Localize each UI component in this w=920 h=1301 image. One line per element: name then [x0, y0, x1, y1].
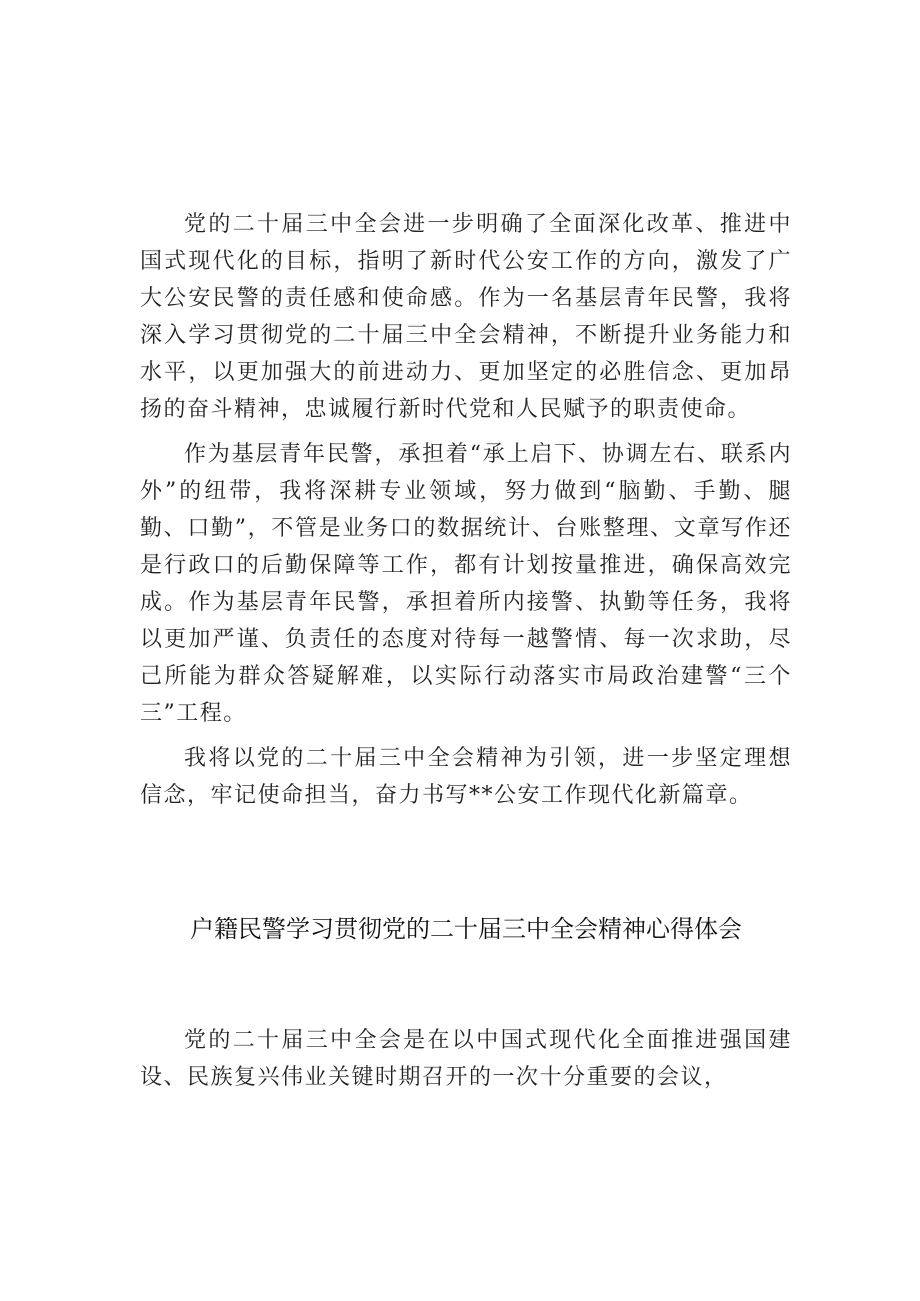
second-essay-body: [140, 1022, 792, 1104]
paragraph-2: 作为基层青年民警，承担着“承上启下、协调左右、联系内外”的纽带，我将深耕专业领域，努力做到“脑勤、手勤、腿勤、口勤”，不管是业务口的数据统计、台账整理、文章写作还是行政口的后勤保障等工作，都有计划按量推进，确保高效完成。作为基层青年民警，承担着所内接警、执勤等任务，我将以更加严谨、负责任的态度对待每一越警情、每一次求助，尽己所能为群众答疑解难，以实际行动落实市局政治建警“三个三”工程。: [140, 442, 792, 726]
paragraph-3: 我将以党的二十届三中全会精神为引领，进一步坚定理想信念，牢记使命担当，奋力书写**公安工作现代化新篇章。: [140, 746, 792, 808]
essay-body: [140, 206, 792, 822]
second-essay-paragraph-1: 党的二十届三中全会是在以中国式现代化全面推进强国建设、民族复兴伟业关键时期召开的一次十分重要的会议，: [140, 1028, 792, 1090]
section-heading: 户籍民警学习贯彻党的二十届三中全会精神心得体会: [190, 915, 742, 943]
paragraph-1: 党的二十届三中全会进一步明确了全面深化改革、推进中国式现代化的目标，指明了新时代公安工作的方向，激发了广大公安民警的责任感和使命感。作为一名基层青年民警，我将深入学习贯彻党的二十届三中全会精神，不断提升业务能力和水平，以更加强大的前进动力、更加坚定的必胜信念、更加昂扬的奋斗精神，忠诚履行新时代党和人民赋予的职责使命。: [140, 212, 792, 422]
